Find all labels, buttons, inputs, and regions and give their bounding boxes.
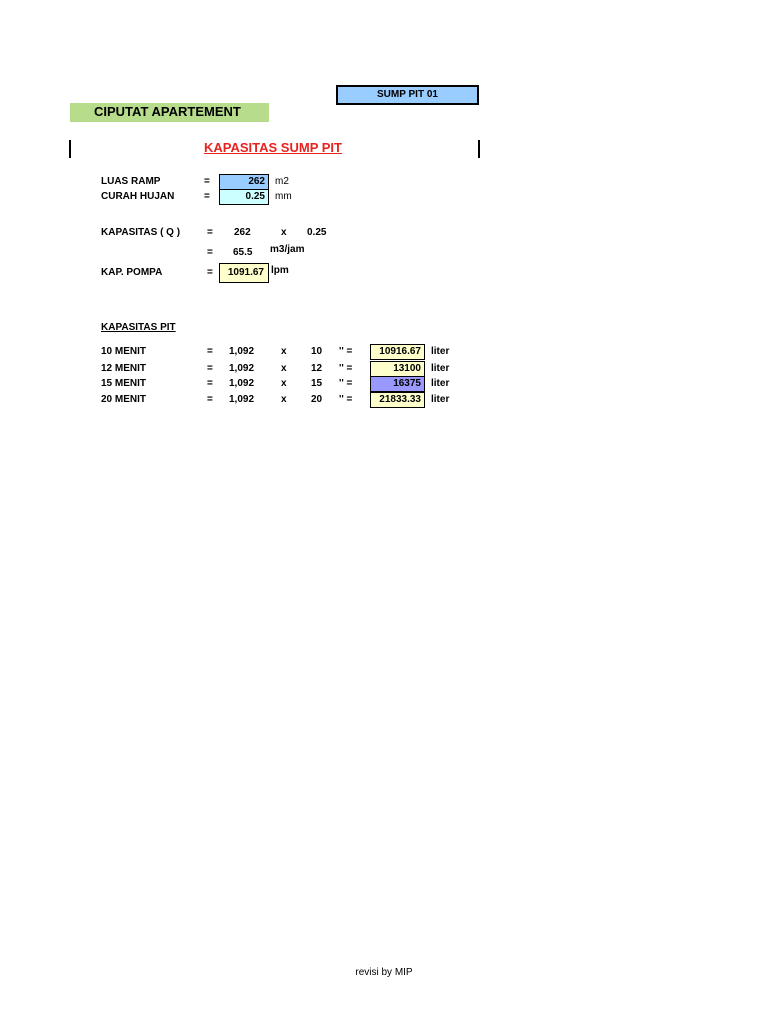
row-value[interactable]: 16375 xyxy=(370,376,425,392)
row-unit: liter xyxy=(431,378,450,389)
row-op: x xyxy=(281,346,287,357)
pompa-label: KAP. POMPA xyxy=(101,267,163,278)
pompa-value[interactable]: 1091.67 xyxy=(219,263,269,283)
row-op: x xyxy=(281,363,287,374)
row-value[interactable]: 21833.33 xyxy=(370,392,425,408)
pompa-eq: = xyxy=(207,267,213,278)
row-minutes: 15 xyxy=(311,378,323,389)
row-sep: '' = xyxy=(339,394,353,405)
row-sep: '' = xyxy=(339,378,353,389)
row-rate: 1,092 xyxy=(229,363,255,374)
row-op: x xyxy=(281,394,287,405)
row-eq: = xyxy=(207,378,213,389)
result-eq: = xyxy=(207,247,213,258)
kapasitas-op: x xyxy=(281,227,287,238)
luas-eq: = xyxy=(204,176,210,187)
luas-value[interactable]: 262 xyxy=(219,174,269,190)
row-rate: 1,092 xyxy=(229,394,255,405)
curah-eq: = xyxy=(204,191,210,202)
left-border-mark xyxy=(69,140,71,158)
kapasitas-b: 0.25 xyxy=(307,227,327,238)
row-minutes: 12 xyxy=(311,363,323,374)
row-label: 10 MENIT xyxy=(101,346,147,357)
result-unit: m3/jam xyxy=(270,244,305,255)
curah-label: CURAH HUJAN xyxy=(101,191,175,202)
footer-text: revisi by MIP xyxy=(355,967,413,978)
row-minutes: 20 xyxy=(311,394,323,405)
row-value[interactable]: 13100 xyxy=(370,361,425,377)
row-minutes: 10 xyxy=(311,346,323,357)
luas-label: LUAS RAMP xyxy=(101,176,161,187)
row-label: 12 MENIT xyxy=(101,363,147,374)
row-rate: 1,092 xyxy=(229,378,255,389)
row-unit: liter xyxy=(431,394,450,405)
row-unit: liter xyxy=(431,346,450,357)
section-title: KAPASITAS SUMP PIT xyxy=(204,140,342,155)
row-sep: '' = xyxy=(339,363,353,374)
sheet-label-box xyxy=(336,85,479,105)
row-label: 20 MENIT xyxy=(101,394,147,405)
right-border-mark xyxy=(478,140,480,158)
kapasitas-label: KAPASITAS ( Q ) xyxy=(101,227,181,238)
row-eq: = xyxy=(207,394,213,405)
row-unit: liter xyxy=(431,363,450,374)
row-eq: = xyxy=(207,346,213,357)
kapasitas-eq: = xyxy=(207,227,213,238)
luas-unit: m2 xyxy=(275,176,289,187)
row-sep: '' = xyxy=(339,346,353,357)
row-label: 15 MENIT xyxy=(101,378,147,389)
row-eq: = xyxy=(207,363,213,374)
curah-unit: mm xyxy=(275,191,292,202)
curah-value[interactable]: 0.25 xyxy=(219,189,269,205)
row-op: x xyxy=(281,378,287,389)
pompa-unit: lpm xyxy=(271,265,289,276)
sheet-label: SUMP PIT 01 xyxy=(377,89,438,100)
pit-title: KAPASITAS PIT xyxy=(101,322,176,333)
project-title: CIPUTAT APARTEMENT xyxy=(94,104,241,119)
kapasitas-a: 262 xyxy=(234,227,251,238)
row-value[interactable]: 10916.67 xyxy=(370,344,425,360)
result-value: 65.5 xyxy=(233,247,253,258)
row-rate: 1,092 xyxy=(229,346,255,357)
